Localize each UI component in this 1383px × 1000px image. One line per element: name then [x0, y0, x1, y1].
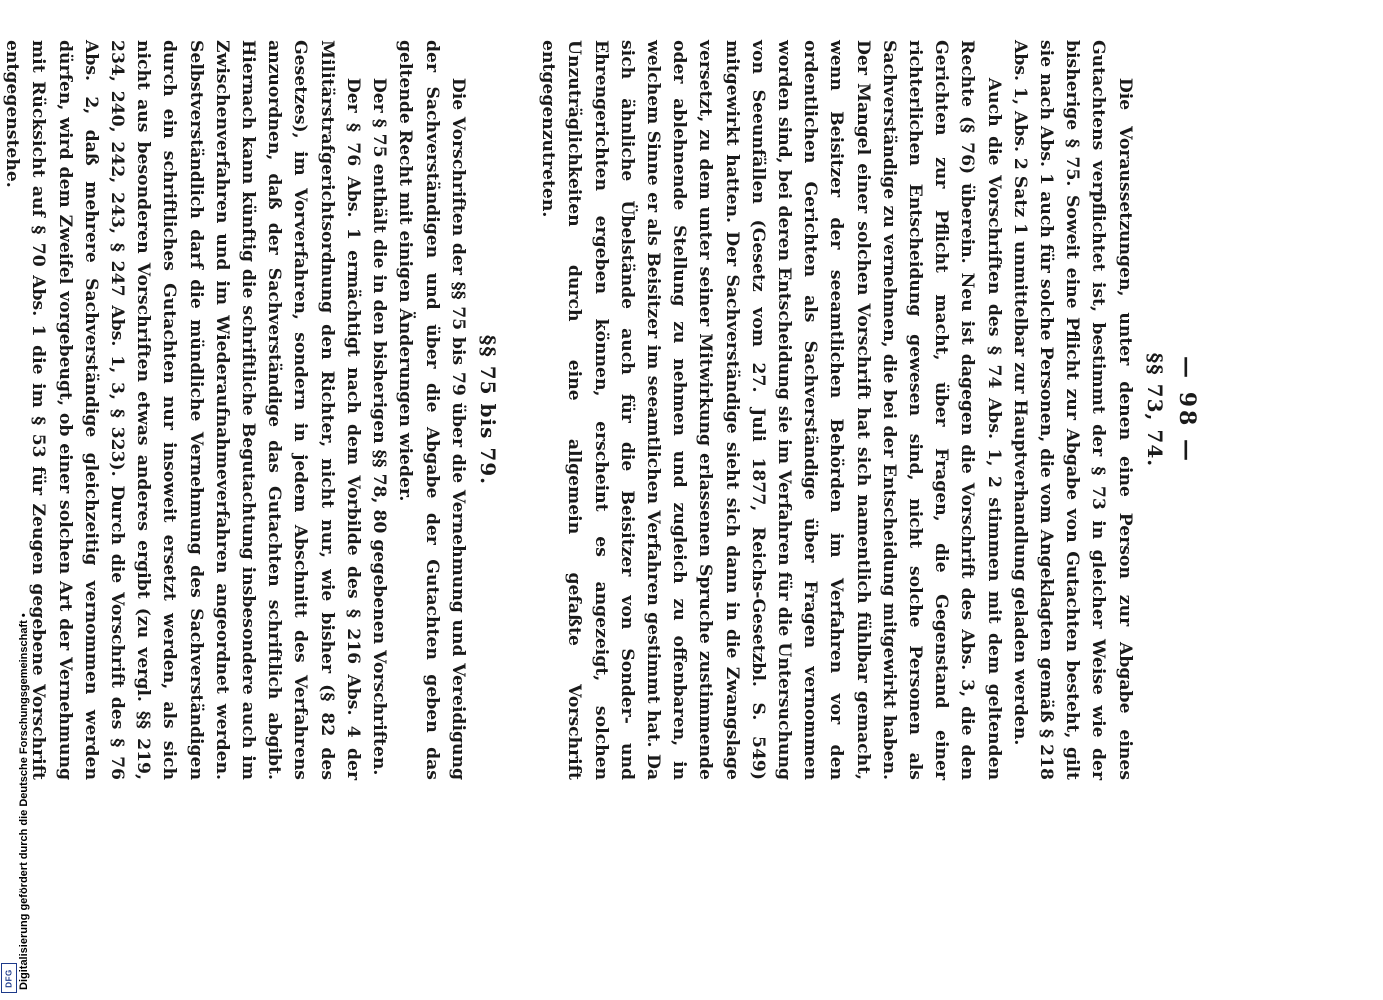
credit-text: Digitalisierung gefördert durch die Deutsche Forschungsgemeinschaft •	[18, 613, 30, 990]
paragraph: Die Vorschriften der §§ 75 bis 79 über die Vernehmung und Vereidigung der Sachverständigen und über die Abgabe der Gutachten geben das geltende Recht mit einigen Änderungen wieder.	[395, 40, 468, 780]
paragraph: Der § 76 Abs. 1 ermächtigt nach dem Vorbilde des § 216 Abs. 4 der Militärstrafgerichtsordnung den Richter, nicht nur, wie bisher (§ 82 des Gesetzes), im Vorverfahren, sondern in jedem Abschnitt des Verfahrens anzuordnen, daß der Sachverständige das Gutachten schriftlich abgibt. Hiernach kann künftig die schriftliche Begutachtung insbesondere auch im Zwischenverfahren und im Wiederaufnahmeverfahren angeordnet werden. Selbstverständlich darf die mündliche Vernehmung des Sachverständigen durch ein schriftliches Gutachten nur insoweit ersetzt werden, als sich nicht aus besonderen Vorschriften etwas anderes ergibt (zu vergl. §§ 219, 234, 240, 242, 243, § 247 Abs. 1, 3, § 323). Durch die Vorschrift des § 76 Abs. 2, daß mehrere Sachverständige gleichzeitig vernommen werden dürfen, wird dem Zweifel vorgebeugt, ob einer solchen Art der Vernehmung mit Rücksicht auf § 70 Abs. 1 die im § 53 für Zeugen gegebene Vorschrift entgegenstehe.	[2, 40, 363, 780]
paragraph: Der § 75 enthält die in den bisherigen §§ 78, 80 gegebenen Vorschriften.	[369, 77, 390, 776]
section-heading-75-79: §§ 75 bis 79.	[475, 334, 500, 486]
paragraph: Die Voraussetzungen, unter denen eine Person zur Abgabe eines Gutachtens verpflichtet ist, bestimmt der § 73 in gleicher Weise wie der bisherige § 75. Soweit eine Pflicht zur Abgabe von Gutachten besteht, gilt sie nach Abs. 1 auch für solche Personen, die vom Angeklagten gemäß § 218 Abs. 1, Abs. 2 Satz 1 unmittelbar zur Hauptverhandlung geladen werden.	[1009, 40, 1135, 780]
digitization-credit	[0, 0, 30, 1000]
paragraph: Auch die Vorschriften des § 74 Abs. 1, 2 stimmen mit dem geltenden Rechte (§ 76) überein. Neu ist dagegen die Vorschrift des Abs. 3, die den Gerichten zur Pflicht macht, über Fragen, die Gegenstand einer richterlichen Entscheidung gewesen sind, nicht solche Personen als Sachverständige zu vernehmen, die bei der Entscheidung mitgewirkt haben. Der Mangel einer solchen Vorschrift hat sich namentlich fühlbar gemacht, wenn Beisitzer der seeamtlichen Behörden im Verfahren vor den ordentlichen Gerichten als Sachverständige über Fragen vernommen worden sind, bei deren Entscheidung sie im Verfahren für die Untersuchung von Seeunfällen (Gesetz vom 27. Juli 1877, Reichs-Gesetzbl. S. 549) mitgewirkt hatten. Der Sachverständige sieht sich dann in die Zwangslage versetzt, zu dem unter seiner Mitwirkung erlassenen Spruche zustimmende oder ablehnende Stellung zu nehmen und zugleich zu offenbaren, in welchem Sinne er als Beisitzer im seeamtlichen Verfahren gestimmt hat. Da sich ähnliche Übelstände auch für die Beisitzer von Sonder- und Ehrengerichten ergeben können, erscheint es angezeigt, solchen Unzuträglichkeiten durch eine allgemein gefaßte Vorschrift entgegenzutreten.	[538, 40, 1004, 780]
section-heading-73-74: §§ 73, 74.	[1142, 352, 1167, 468]
page-number: — 98 —	[1174, 356, 1200, 464]
dfg-logo: DFG	[1, 963, 17, 993]
